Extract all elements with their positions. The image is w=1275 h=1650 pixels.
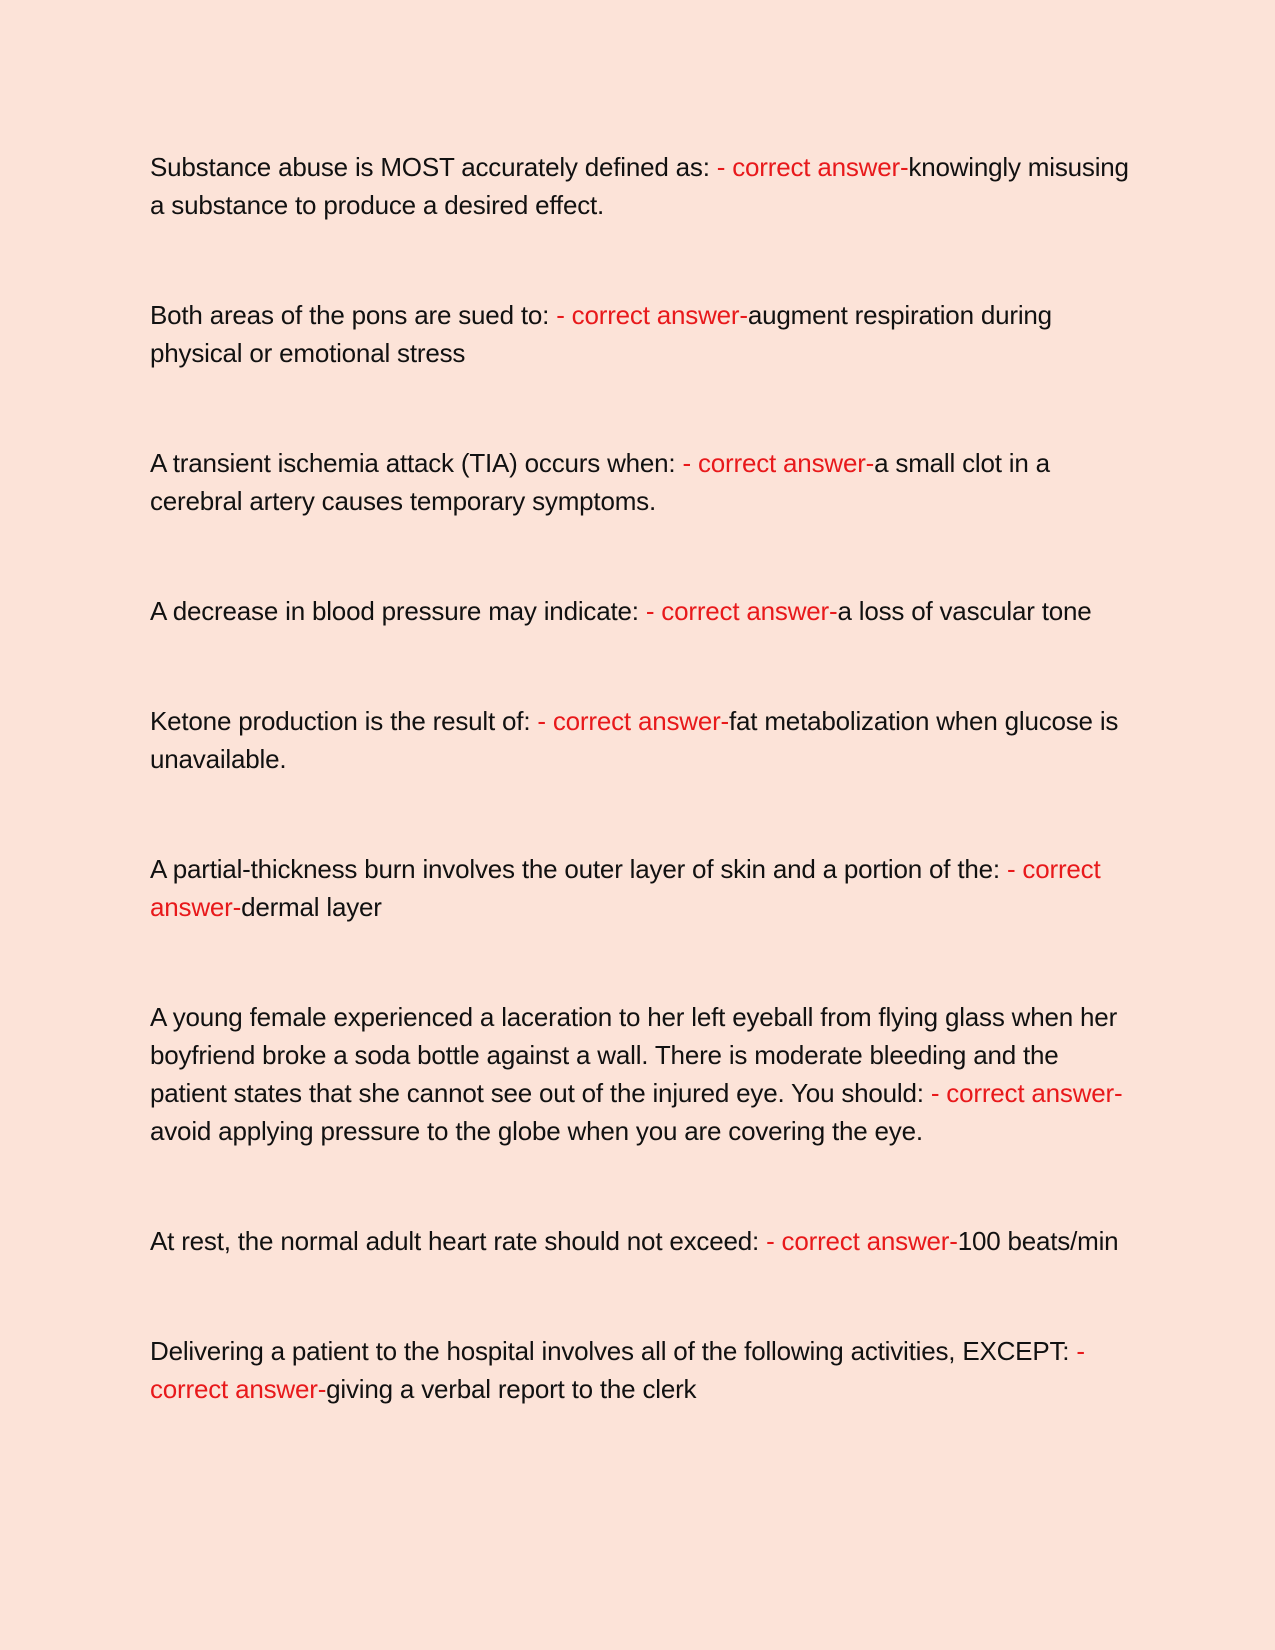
qa-item-3: [150, 444, 1130, 520]
qa-item-8: [150, 1222, 1130, 1260]
answer-text: dermal layer: [241, 892, 382, 922]
question-text: Ketone production is the result of:: [150, 706, 538, 736]
question-text: A transient ischemia attack (TIA) occurs when:: [150, 448, 683, 478]
question-text: Delivering a patient to the hospital involves all of the following activities, EXCEPT:: [150, 1336, 1077, 1366]
answer-text: knowingly misusing a substance to produce a desired effect.: [150, 152, 1129, 220]
correct-answer-label: - correct answer-: [150, 1336, 1085, 1404]
answer-text: a small clot in a cerebral artery causes temporary symptoms.: [150, 448, 1050, 516]
question-text: A partial-thickness burn involves the outer layer of skin and a portion of the:: [150, 854, 1007, 884]
question-text: Substance abuse is MOST accurately defined as:: [150, 152, 717, 182]
question-text: A decrease in blood pressure may indicate:: [150, 596, 646, 626]
correct-answer-label: - correct answer-: [716, 152, 909, 182]
qa-item-2: [150, 296, 1130, 372]
question-text: Both areas of the pons are sued to:: [150, 300, 557, 330]
qa-item-1: [150, 148, 1130, 224]
correct-answer-label: - correct answer-: [645, 596, 838, 626]
qa-item-5: [150, 702, 1130, 778]
qa-item-9: [150, 1332, 1130, 1408]
qa-item-7: [150, 998, 1130, 1150]
correct-answer-label: - correct answer-: [682, 448, 875, 478]
question-text: At rest, the normal adult heart rate should not exceed:: [150, 1226, 767, 1256]
answer-text: giving a verbal report to the clerk: [326, 1374, 697, 1404]
answer-text: avoid applying pressure to the globe when you are covering the eye.: [150, 1116, 923, 1146]
answer-text: 100 beats/min: [957, 1226, 1119, 1256]
answer-text: a loss of vascular tone: [837, 596, 1092, 626]
correct-answer-label: - correct answer-: [766, 1226, 958, 1256]
correct-answer-label: - correct answer-: [537, 706, 730, 736]
correct-answer-label: - correct answer-: [150, 854, 1101, 922]
correct-answer-label: - correct answer-: [930, 1078, 1123, 1108]
document-page: [150, 148, 1130, 1480]
correct-answer-label: - correct answer-: [556, 300, 748, 330]
question-text: A young female experienced a laceration to her left eyeball from flying glass when her boyfriend broke a soda bottle against a wall. There is moderate bleeding and the patient states that she cannot see out of the injured eye. You should:: [150, 1002, 1118, 1108]
qa-item-4: [150, 592, 1130, 630]
answer-text: fat metabolization when glucose is unavailable.: [150, 706, 1119, 774]
answer-text: augment respiration during physical or emotional stress: [150, 300, 1052, 368]
qa-item-6: [150, 850, 1130, 926]
